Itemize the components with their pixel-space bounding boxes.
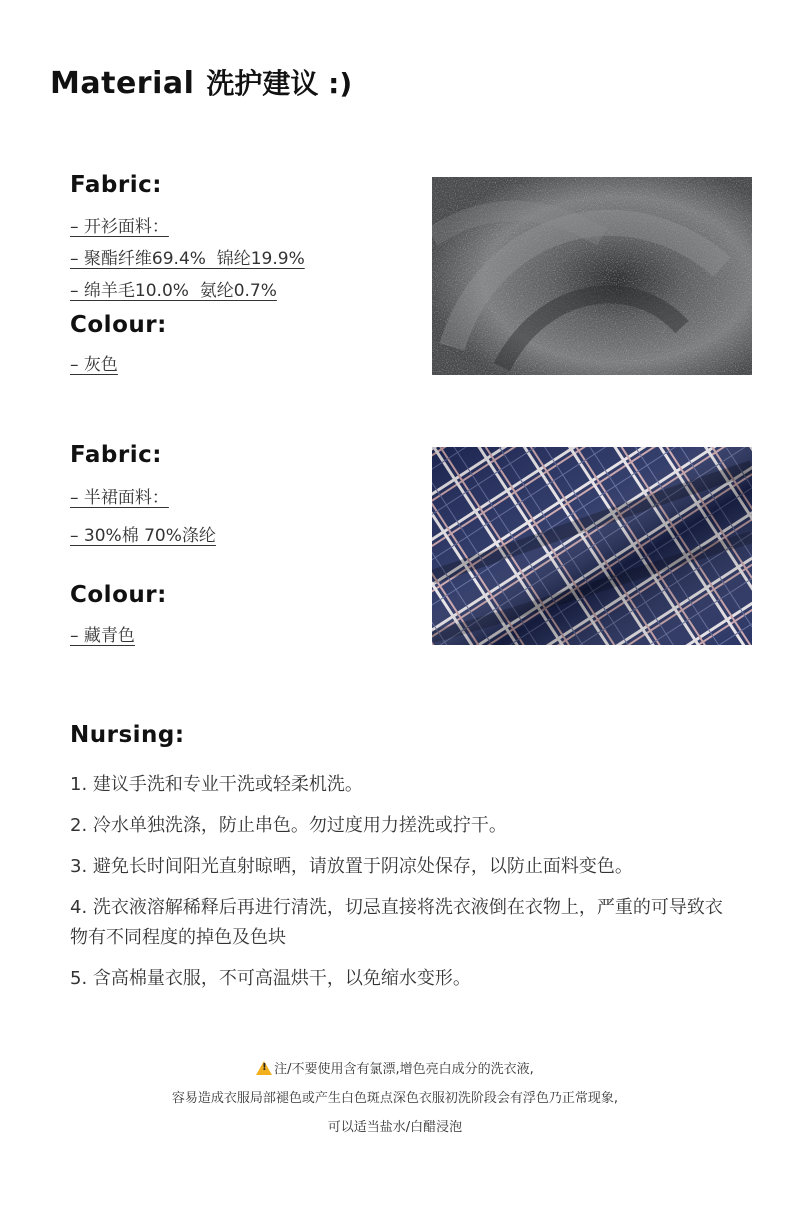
note-line-1: !注/不要使用含有氯漂,增色亮白成分的洗衣液, bbox=[0, 1058, 790, 1077]
nursing-item: 5. 含高棉量衣服，不可高温烘干，以免缩水变形。 bbox=[70, 968, 471, 989]
title-english: Material bbox=[50, 66, 195, 101]
fabric-swatch-grey-knit bbox=[432, 177, 752, 375]
fabric-item-skirt: – 半裙面料： bbox=[70, 488, 169, 508]
colour-value-grey: – 灰色 bbox=[70, 355, 118, 375]
fabric-item-skirt-composition: – 30%棉 70%涤纶 bbox=[70, 526, 216, 546]
fabric-swatch-navy-plaid bbox=[432, 447, 752, 645]
colour-label-bottom: Colour: bbox=[70, 582, 167, 608]
fabric-label-top: Fabric: bbox=[70, 172, 162, 198]
colour-label-top: Colour: bbox=[70, 312, 167, 338]
note-line-3: 可以适当盐水/白醋浸泡 bbox=[327, 1120, 463, 1135]
warning-icon bbox=[256, 1061, 272, 1075]
page-title bbox=[50, 62, 352, 102]
nursing-item: 1. 建议手洗和专业干洗或轻柔机洗。 bbox=[70, 774, 363, 795]
fabric-item-composition-1: – 聚酯纤维69.4% 锦纶19.9% bbox=[70, 249, 305, 269]
fabric-item-composition-2: – 绵羊毛10.0% 氨纶0.7% bbox=[70, 281, 277, 301]
fabric-label-bottom: Fabric: bbox=[70, 442, 162, 468]
nursing-list bbox=[70, 770, 740, 1005]
nursing-label: Nursing: bbox=[70, 722, 185, 748]
colour-value-navy: – 藏青色 bbox=[70, 626, 135, 646]
title-chinese: 洗护建议 :) bbox=[206, 67, 353, 100]
note-line-2: 容易造成衣服局部褪色或产生白色斑点深色衣服初洗阶段会有浮色乃正常现象, bbox=[171, 1091, 619, 1106]
nursing-item: 2. 冷水单独洗涤，防止串色。勿过度用力搓洗或拧干。 bbox=[70, 815, 507, 836]
fabric-item-cardigan: – 开衫面料： bbox=[70, 217, 169, 237]
nursing-item: 4. 洗衣液溶解稀释后再进行清洗，切忌直接将洗衣液倒在衣物上，严重的可导致衣物有不同程度的掉色及色块 bbox=[70, 897, 723, 948]
nursing-item: 3. 避免长时间阳光直射晾晒，请放置于阴凉处保存，以防止面料变色。 bbox=[70, 856, 633, 877]
